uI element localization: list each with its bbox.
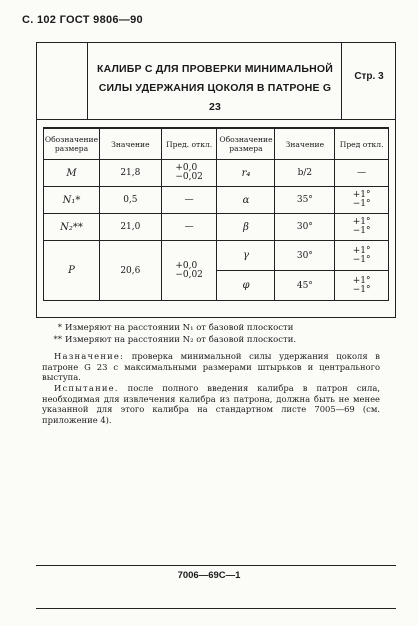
footer-code: 7006—69С—1 [177,570,241,581]
sheet-number: Стр. 3 [354,71,384,82]
sheet-frame [36,42,396,318]
cell-value: 21,8 [99,160,161,187]
cell-tolerance: — [161,214,217,241]
col-header-tolerance-2: Пред откл. [335,128,389,160]
footer-bottom-rule [36,608,396,609]
tol-lower: −1° [352,226,371,236]
tol-upper: +0,0 [175,163,198,173]
cell-symbol: P [44,241,100,301]
sheet-number-cell [341,43,396,119]
tol-upper: +1° [352,245,371,256]
test-paragraph [42,383,380,425]
col-header-designation: Обозначение размера [44,128,100,160]
cell-value-2: 30° [275,214,335,241]
col-header-value: Значение [99,128,161,160]
purpose-label: Назначение: [54,351,125,361]
footnote-text: Измеряют на расстоянии N₂ от базовой плоскости. [65,335,297,345]
footnote-mark: * [57,323,62,333]
cell-value-3: 45° [275,271,335,301]
footnotes [50,322,296,346]
tol-lower: −1° [352,199,371,209]
page-header: С. 102 ГОСТ 9806—90 [22,14,143,26]
cell-tolerance-3 [335,271,389,301]
tol-lower: −1° [352,284,371,295]
footnote-text: Измеряют на расстоянии N₁ от базовой плоскости [65,323,294,333]
cell-symbol-2: α [217,187,275,214]
tol-lower: −0,02 [175,172,203,182]
cell-symbol-2: γ [217,241,275,271]
test-label: Испытание. [54,383,119,393]
cell-value: 20,6 [99,241,161,301]
cell-symbol-2: r₄ [217,160,275,187]
test-text: после полного введения калибра в патрон сила, необходимая для извлечения калибра из патрона, должна быть не менее указанной для этого калибра на стандартном листе 7005—69 (см. приложение 4). [42,383,380,425]
col-header-tolerance: Пред. откл. [161,128,217,160]
footnote [50,322,296,334]
footnote-mark: ** [53,335,62,345]
cell-symbol: N₁* [44,187,100,214]
dimensions-table [43,127,389,301]
footer-rule [36,565,396,566]
tol-upper: +0,0 [175,260,198,271]
cell-value-2: 30° [275,241,335,271]
cell-tolerance-2 [335,241,389,271]
cell-symbol-3: φ [217,271,275,301]
table-row [44,187,389,214]
cell-tolerance: — [161,187,217,214]
cell-tolerance-2: — [335,160,389,187]
cell-symbol-2: β [217,214,275,241]
col-header-designation-2: Обозначение размера [217,128,275,160]
cell-value-2: 35° [275,187,335,214]
title-line-1: КАЛИБР С ДЛЯ ПРОВЕРКИ МИНИМАЛЬНОЙ [96,63,334,75]
cell-value: 0,5 [99,187,161,214]
footnote [50,334,296,346]
cell-value-2: b/2 [275,160,335,187]
purpose-text: проверка минимальной силы удержания цоколя в патроне G 23 с максимальными размерами штырьков и центрального выступа. [42,351,380,382]
col-header-value-2: Значение [275,128,335,160]
table-row [44,214,389,241]
title-left-cell [37,43,88,119]
tol-lower: −1° [352,254,371,265]
cell-tolerance-2 [335,187,389,214]
tol-upper: +1° [352,275,371,286]
cell-value: 21,0 [99,214,161,241]
tol-upper: +1° [352,190,371,200]
table-row [44,160,389,187]
cell-tolerance-2 [335,214,389,241]
tol-upper: +1° [352,217,371,227]
title-line-2: СИЛЫ УДЕРЖАНИЯ ЦОКОЛЯ В ПАТРОНЕ G 23 [98,82,332,113]
cell-tolerance [161,160,217,187]
cell-tolerance [161,241,217,301]
purpose-paragraph [42,351,380,383]
table-header-row [44,128,389,160]
sheet-title [93,60,337,117]
cell-symbol: M [44,160,100,187]
title-row [37,43,395,120]
cell-symbol: N₂** [44,214,100,241]
table-row [44,241,389,271]
tol-lower: −0,02 [175,269,203,280]
